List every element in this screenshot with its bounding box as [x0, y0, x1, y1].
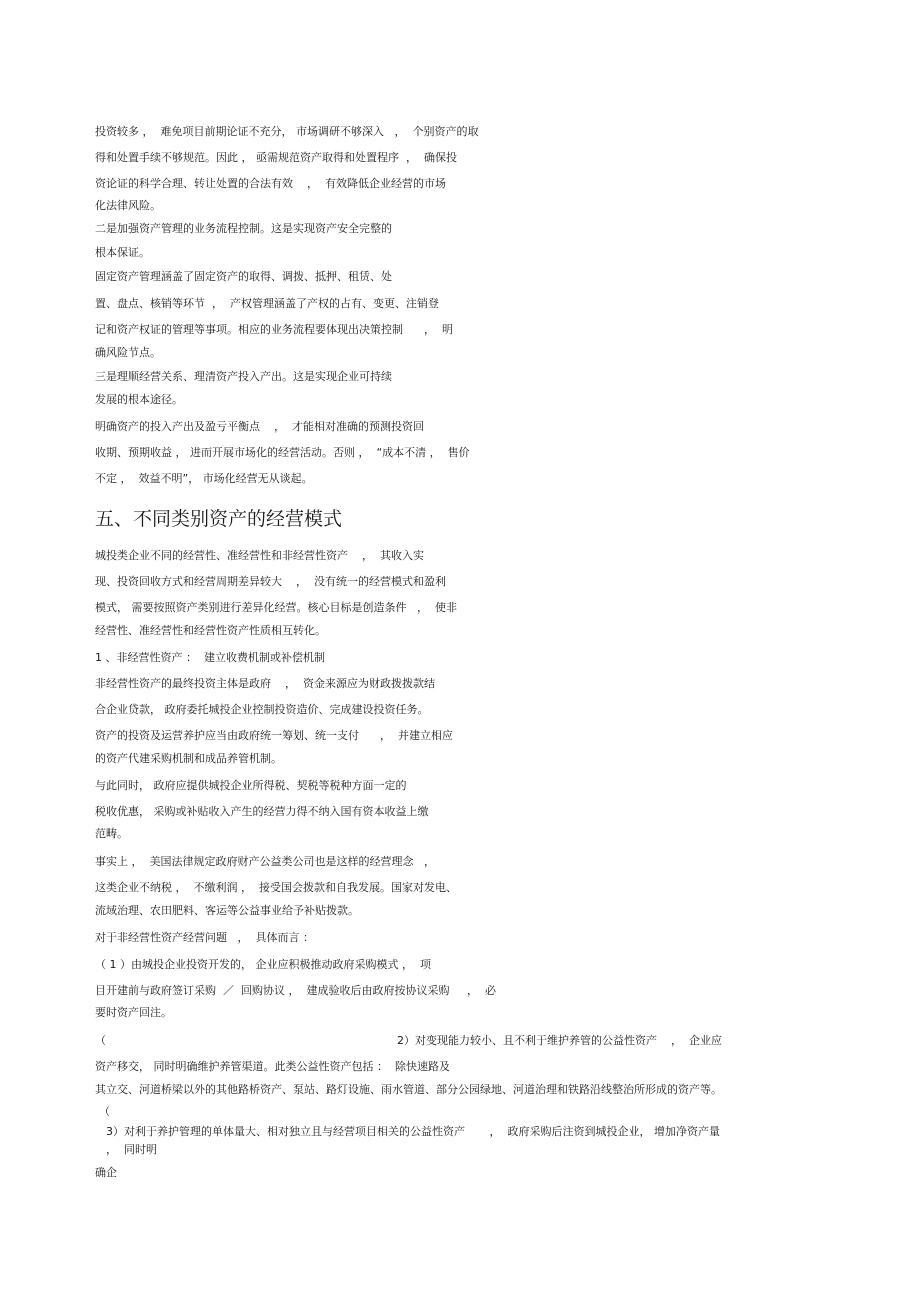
- text-line: 流域治理、农田肥料、客运等公益事业给予补贴拨款。: [95, 904, 359, 917]
- text-line: 经营性、准经营性和经营性资产性质相互转化。: [95, 624, 326, 637]
- item-3-text: 3）对利于养护管理的单体量大、相对独立且与经营项目相关的公益性资产 ， 政府采购后注资到城投企业， 增加净资产量: [106, 1125, 720, 1138]
- text-line: 发展的根本途径。: [95, 393, 183, 406]
- text-line: 其立交、河道桥梁以外的其他路桥资产、泵站、路灯设施、雨水管道、部分公园绿地、河道治理和铁路沿线整治所形成的资产等。: [95, 1083, 722, 1096]
- text-line: 得和处置手续不够规范。因此 ， 亟需规范资产取得和处置程序 ， 确保投: [95, 151, 457, 164]
- text-line: 不定 ， 效益不明”， 市场化经营无从谈起。: [95, 472, 313, 485]
- text-line: 这类企业不纳税 ， 不缴利润 ， 接受国会拨款和自我发展。国家对发电、: [95, 881, 457, 894]
- text-line: 化法律风险。: [95, 199, 161, 212]
- text-line: 三是理顺经营关系、理清资产投入产出。这是实现企业可持续: [95, 370, 392, 383]
- section-heading: 五、不同类别资产的经营模式: [95, 508, 343, 530]
- text-line: 事实上 ， 美国法律规定政府财产公益类公司也是这样的经营理念 ，: [95, 855, 435, 868]
- text-line: 与此同时， 政府应提供城投企业所得税、契税等税种方面一定的: [95, 779, 407, 792]
- text-line: 现、投资回收方式和经营周期差异较大 ， 没有统一的经营模式和盈利: [95, 575, 446, 588]
- text-line: 资论证的科学合理、转让处置的合法有效 ， 有效降低企业经营的市场: [95, 177, 446, 190]
- text-line: 固定资产管理涵盖了固定资产的取得、调拨、抵押、租赁、处: [95, 270, 392, 283]
- text-line: 收期、预期收益 ， 进而开展市场化的经营活动。否则 ， “成本不清 ， 售价: [95, 446, 470, 459]
- text-line: 模式， 需要按照资产类别进行差异化经营。核心目标是创造条件 ， 使非: [95, 601, 457, 614]
- text-line: 投资较多 ， 难免项目前期论证不充分， 市场调研不够深入 ， 个别资产的取: [95, 125, 479, 138]
- text-line: 1 、非经营性资产 ： 建立收费机制或补偿机制: [95, 651, 325, 664]
- item-3-continuation: ， 同时明: [106, 1143, 157, 1156]
- item-2-open-paren: （: [95, 1034, 106, 1047]
- text-line: 范畴。: [95, 827, 128, 840]
- text-line: 置、盘点、核销等环节 ， 产权管理涵盖了产权的占有、变更、注销登: [95, 297, 439, 310]
- text-line: 对于非经营性资产经营问题 ， 具体而言 ：: [95, 931, 314, 944]
- text-line: （ 1 ）由城投企业投资开发的， 企业应积极推动政府采购模式 ， 项: [95, 958, 431, 971]
- item-3-open-paren: （: [99, 1105, 110, 1118]
- text-line: 税收优惠， 采购或补贴收入产生的经营力得不纳入国有资本收益上缴: [95, 805, 429, 818]
- text-line: 合企业贷款， 政府委托城投企业控制投资造价、完成建设投资任务。: [95, 703, 429, 716]
- text-line: 二是加强资产管理的业务流程控制。这是实现资产安全完整的: [95, 222, 392, 235]
- text-line: 根本保证。: [95, 246, 150, 259]
- text-line: 资产移交， 同时明确维护养管渠道。此类公益性资产包括 ： 除快速路及: [95, 1060, 450, 1073]
- text-line: 明确资产的投入产出及盈亏平衡点 ， 才能相对准确的预测投资回: [95, 420, 424, 433]
- text-line: 目开建前与政府签订采购 ／ 回购协议 ， 建成验收后由政府按协议采购 ， 必: [95, 984, 496, 997]
- text-line: 要时资产回注。: [95, 1006, 172, 1019]
- text-line: 记和资产权证的管理等事项。相应的业务流程要体现出决策控制 ， 明: [95, 323, 453, 336]
- text-line: 的资产代建采购机制和成品养管机制。: [95, 752, 282, 765]
- text-line: 确企: [95, 1166, 117, 1179]
- item-2-text: 2）对变现能力较小、且不利于维护养管的公益性资产 ， 企业应: [397, 1034, 722, 1047]
- text-line: 确风险节点。: [95, 346, 161, 359]
- text-line: 非经营性资产的最终投资主体是政府 ， 资金来源应为财政拨拨款结: [95, 677, 435, 690]
- text-line: 资产的投资及运营养护应当由政府统一筹划、统一支付 ， 并建立相应: [95, 729, 453, 742]
- text-line: 城投类企业不同的经营性、准经营性和非经营性资产 ， 其收入实: [95, 549, 424, 562]
